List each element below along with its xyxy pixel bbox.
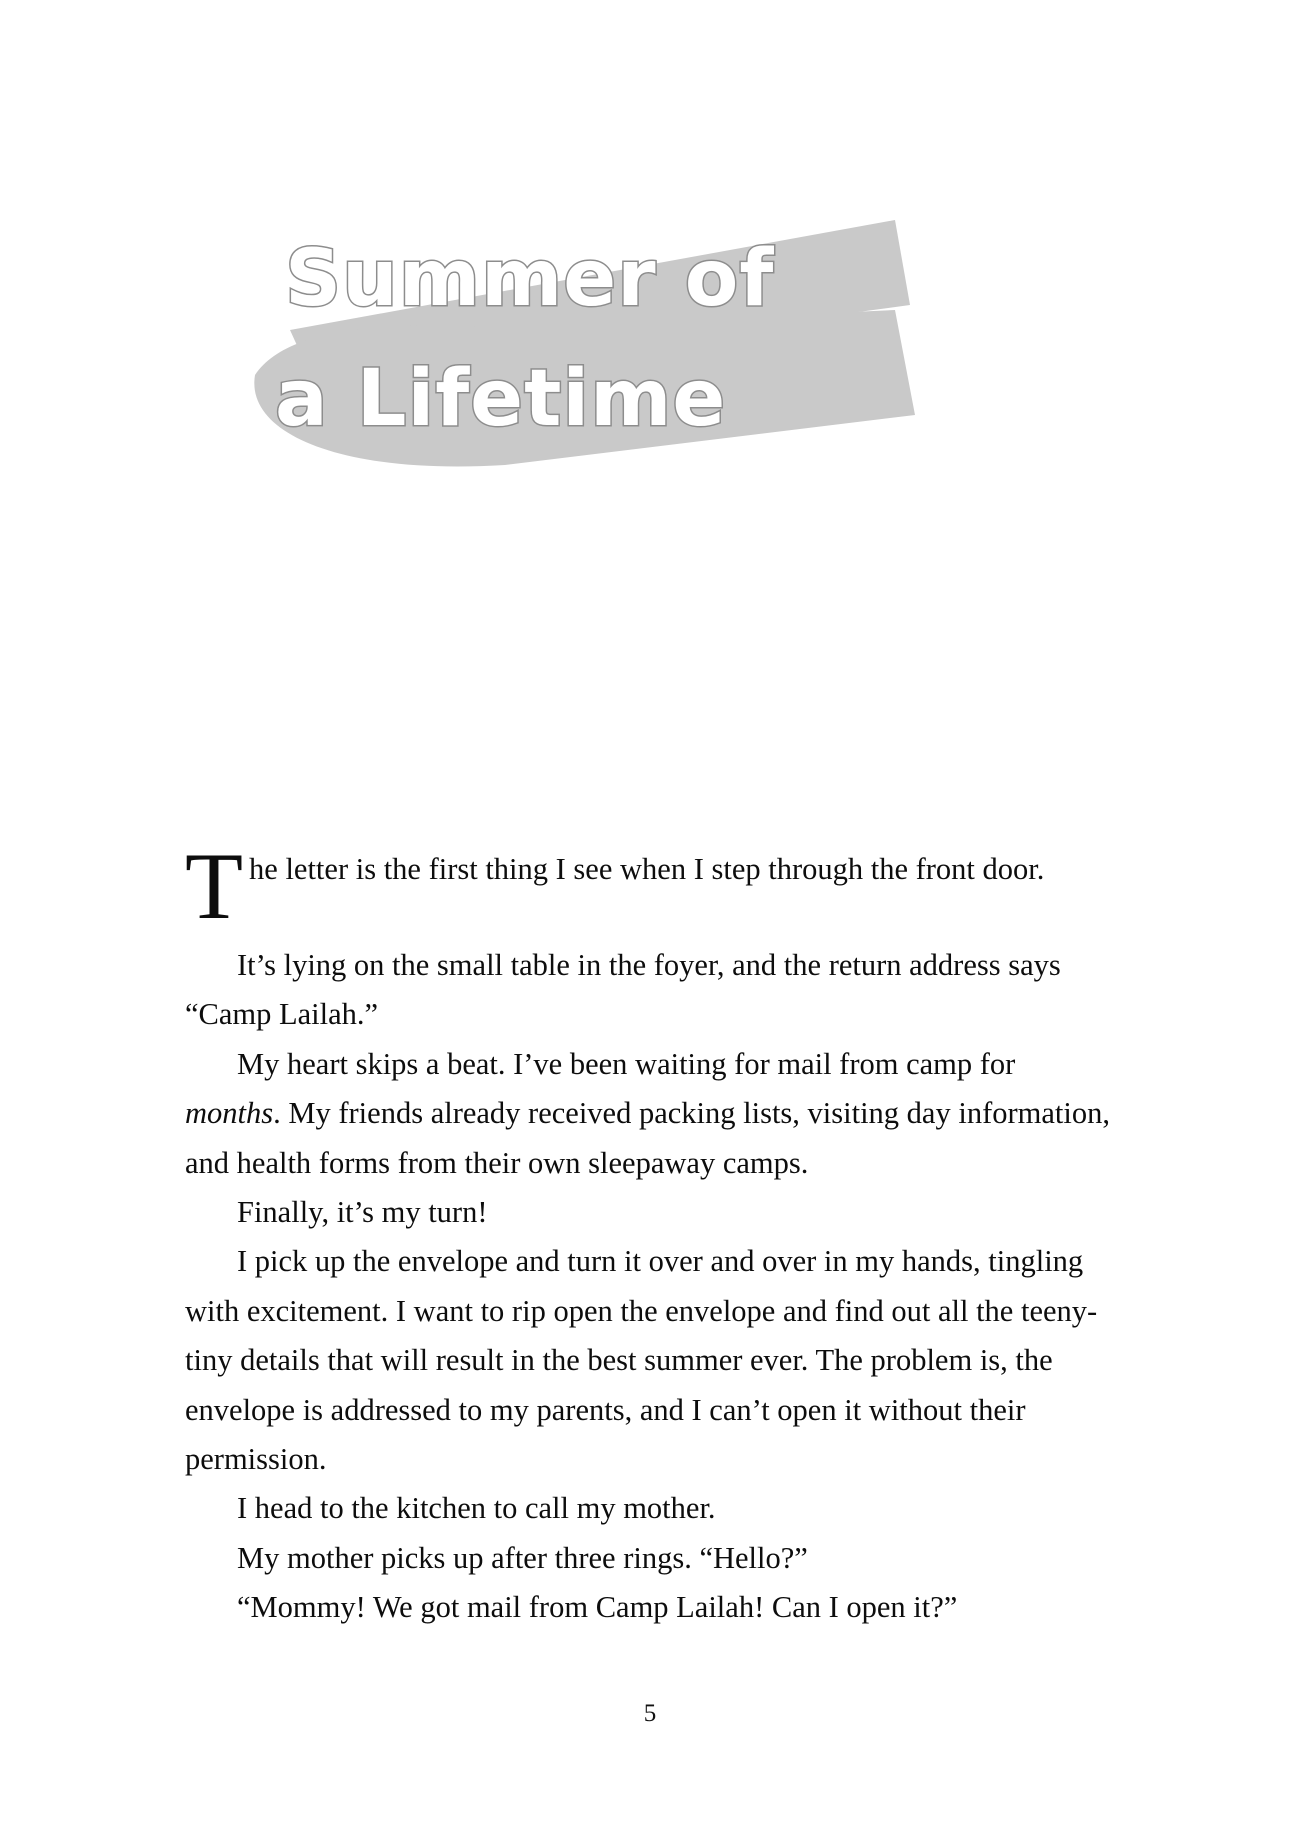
- paragraph-4-text: Finally, it’s my turn!: [237, 1195, 488, 1230]
- paragraph-6-text: I head to the kitchen to call my mother.: [237, 1491, 716, 1526]
- paragraph-1: [185, 833, 1115, 941]
- paragraph-3-italic: months: [185, 1096, 274, 1131]
- paragraph-2-text: It’s lying on the small table in the foyer, and the return address says “Camp Lailah.”: [185, 948, 1061, 1032]
- paragraph-8-text: “Mommy! We got mail from Camp Lailah! Can I open it?”: [237, 1590, 958, 1625]
- chapter-title-line2: a Lifetime: [275, 354, 727, 444]
- chapter-title-line1: Summer of: [285, 234, 775, 324]
- paragraph-2: [185, 941, 1115, 1040]
- page-number: 5: [643, 1700, 657, 1727]
- paragraph-5: [185, 1237, 1115, 1484]
- paragraph-1-text: he letter is the first thing I see when I step through the front door.: [249, 852, 1045, 886]
- paragraph-3: [185, 1040, 1115, 1188]
- paragraph-7: [185, 1534, 1115, 1583]
- paragraph-4: [185, 1188, 1115, 1237]
- body-text: [185, 833, 1115, 1633]
- chapter-title-artwork: [255, 210, 955, 510]
- paragraph-8: [185, 1583, 1115, 1632]
- paragraph-3-text-after: . My friends already received packing lists, visiting day information, and health forms from their own sleepaway camps.: [185, 1096, 1110, 1180]
- paragraph-7-text: My mother picks up after three rings. “Hello?”: [237, 1540, 808, 1575]
- paragraph-6: [185, 1484, 1115, 1533]
- drop-cap: T: [185, 833, 244, 939]
- paragraph-5-text: I pick up the envelope and turn it over and over in my hands, tingling with excitement. I want to rip open the envelope and find out all the teeny-tiny details that will result in the best summer ever. The problem is, the envelope is addressed to my parents, and I can’t open it without their permission.: [185, 1244, 1098, 1477]
- paragraph-3-text: My heart skips a beat. I’ve been waiting for mail from camp for: [237, 1046, 1016, 1081]
